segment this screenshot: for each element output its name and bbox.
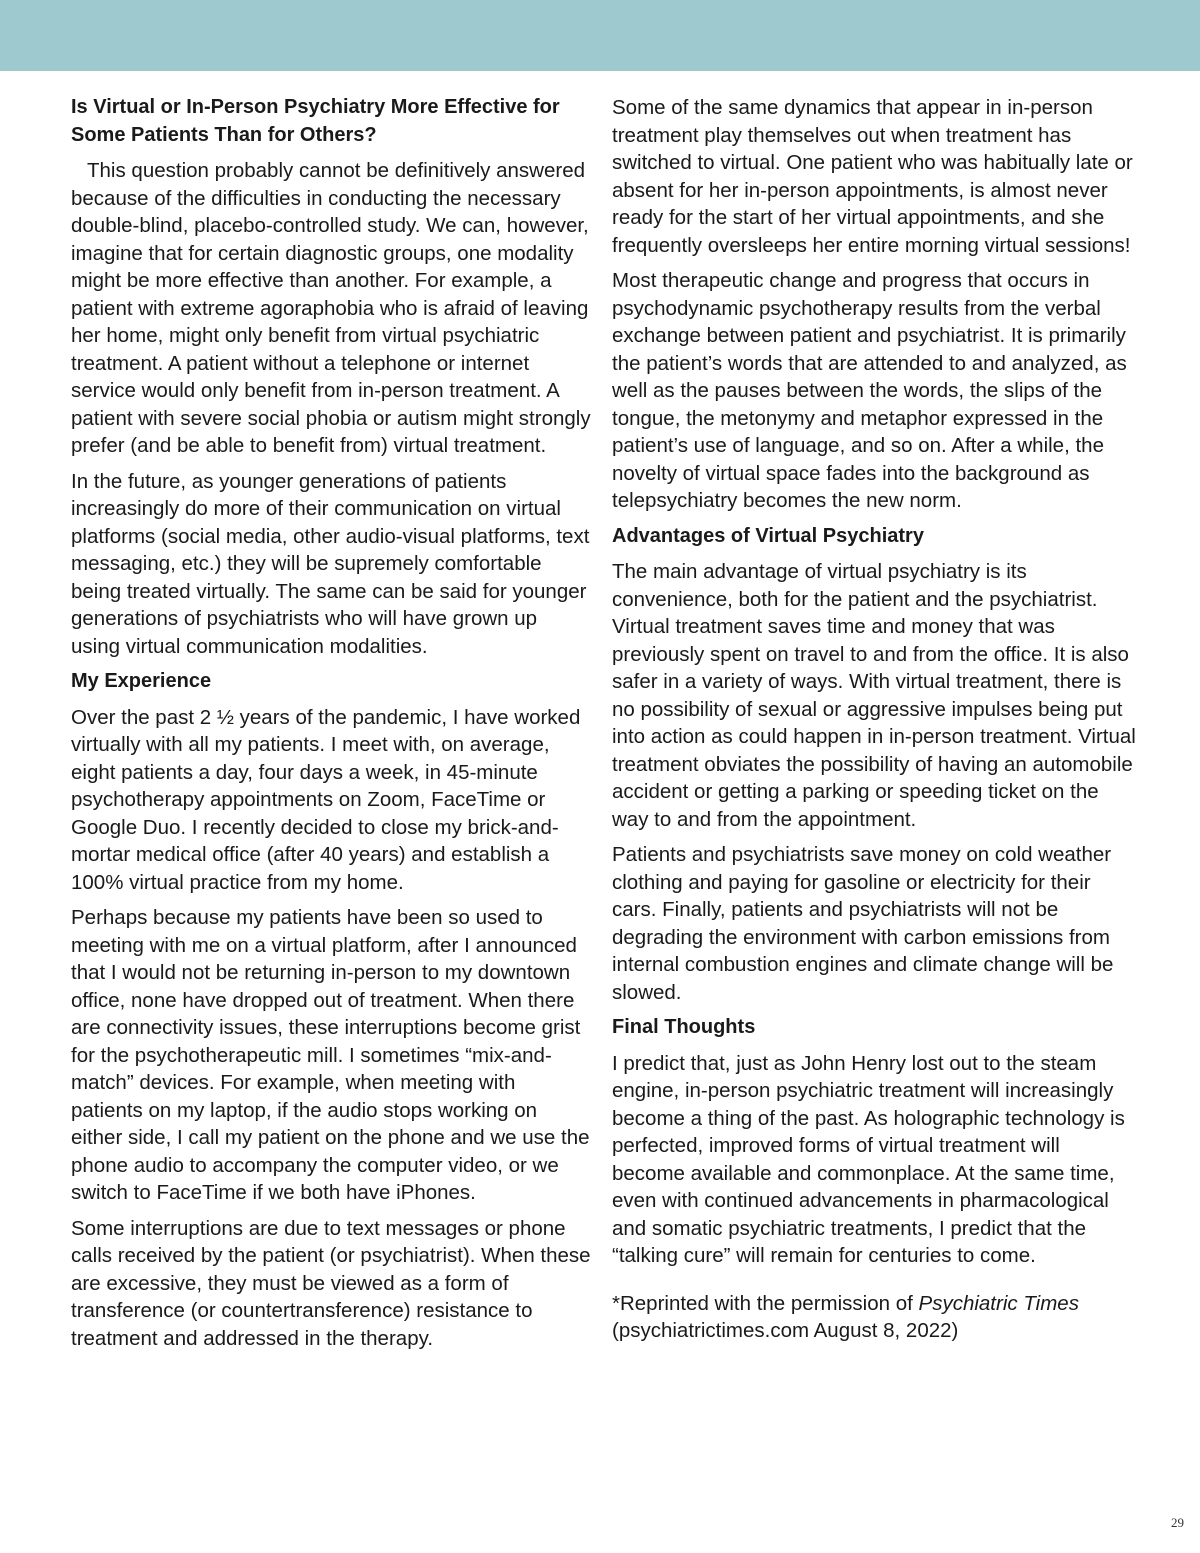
paragraph: The main advantage of virtual psychiatry is its convenience, both for the patient and the psychiatrist. Virtual treatment saves time and money that was previously spent on travel to and from the office. It is also safer in a variety of ways. With virtual treatment, there is no possibility of sexual or aggressive impulses being put into action as could happen in in-person treatment. Virtual treatment obviates the possibility of having an automobile accident or getting a parking or speeding ticket on the way to and from the appointment. xyxy=(612,560,1136,831)
paragraph: Perhaps because my patients have been so used to meeting with me on a virtual platform, after I announced that I would not be returning in-person to my downtown office, none have dropped out of treatment. When there are connectivity issues, these interruptions become grist for the psychotherapeutic mill. I sometimes “mix-and-match” devices. For example, when meeting with patients on my laptop, if the audio stops working on either side, I call my patient on the phone and we use the phone audio to accompany the computer video, or we switch to FaceTime if we both have iPhones. xyxy=(71,906,590,1204)
paragraph: This question probably cannot be definitively answered because of the difficulties in conducting the necessary double-blind, placebo-controlled study. We can, however, imagine that for certain diagnostic groups, one modality might be more effective than another. For example, a patient with extreme agoraphobia who is afraid of leaving her home, might only benefit from virtual psychiatric treatment. A patient without a telephone or internet service would only benefit from in-person treatment. A patient with severe social phobia or autism might strongly prefer (and be able to benefit from) virtual treatment. xyxy=(71,159,591,457)
reprint-note xyxy=(612,1290,1137,1345)
paragraph: Most therapeutic change and progress that occurs in psychodynamic psychotherapy results from the verbal exchange between patient and psychiatrist. It is primarily the patient’s words that are attended to and analyzed, as well as the pauses between the words, the slips of the tongue, the metonymy and metaphor expressed in the patient’s use of language, and so on. After a while, the novelty of virtual space fades into the background as telepsychiatry becomes the new norm. xyxy=(612,269,1127,512)
top-color-band xyxy=(0,0,1200,71)
reprint-note-source: (psychiatrictimes.com August 8, 2022) xyxy=(612,1319,959,1342)
paragraph: In the future, as younger generations of patients increasingly do more of their communication on virtual platforms (social media, other audio-visual platforms, text messaging, etc.) they will be supremely comfortable being treated virtually. The same can be said for younger generations of psychiatrists who will have grown up using virtual communication modalities. xyxy=(71,469,590,658)
page-number: 29 xyxy=(1171,1515,1184,1530)
section-heading-my-experience: My Experience xyxy=(71,670,212,692)
section-heading-advantages: Advantages of Virtual Psychiatry xyxy=(612,524,924,547)
paragraph: Some of the same dynamics that appear in in-person treatment play themselves out when treatment has switched to virtual. One patient who was habitually late or absent for her in-person appointments, is almost never ready for the start of her virtual appointments, and she frequently oversleeps her entire morning virtual sessions! xyxy=(612,96,1133,257)
paragraph: Over the past 2 ½ years of the pandemic, I have worked virtually with all my patients. I meet with, on average, eight patients a day, four days a week, in 45-minute psychotherapy appointments on Zoom, FaceTime or Google Duo. I recently decided to close my brick-and-mortar medical office (after 40 years) and establish a 100% virtual practice from my home. xyxy=(71,705,581,894)
reprint-note-prefix: *Reprinted with the permission of xyxy=(612,1291,919,1315)
right-column xyxy=(612,94,1137,1353)
left-column xyxy=(71,94,591,1360)
section-heading-effectiveness: Is Virtual or In-Person Psychiatry More Effective for Some Patients Than for Others? xyxy=(71,96,560,146)
publication-name: Psychiatric Times xyxy=(918,1291,1079,1315)
paragraph: Some interruptions are due to text messages or phone calls received by the patient (or psychiatrist). When these are excessive, they must be viewed as a form of transference (or countertransference) resistance to treatment and addressed in the therapy. xyxy=(71,1216,591,1350)
paragraph: Patients and psychiatrists save money on cold weather clothing and paying for gasoline or electricity for their cars. Finally, patients and psychiatrists will not be degrading the environment with carbon emissions from internal combustion engines and climate change will be slowed. xyxy=(612,843,1114,1004)
paragraph: I predict that, just as John Henry lost out to the steam engine, in-person psychiatric treatment will increasingly become a thing of the past. As holographic technology is perfected, improved forms of virtual treatment will become available and commonplace. At the same time, even with continued advancements in pharmacological and somatic psychiatric treatments, I predict that the “talking cure” will remain for centuries to come. xyxy=(612,1051,1125,1267)
section-heading-final-thoughts: Final Thoughts xyxy=(612,1016,756,1038)
